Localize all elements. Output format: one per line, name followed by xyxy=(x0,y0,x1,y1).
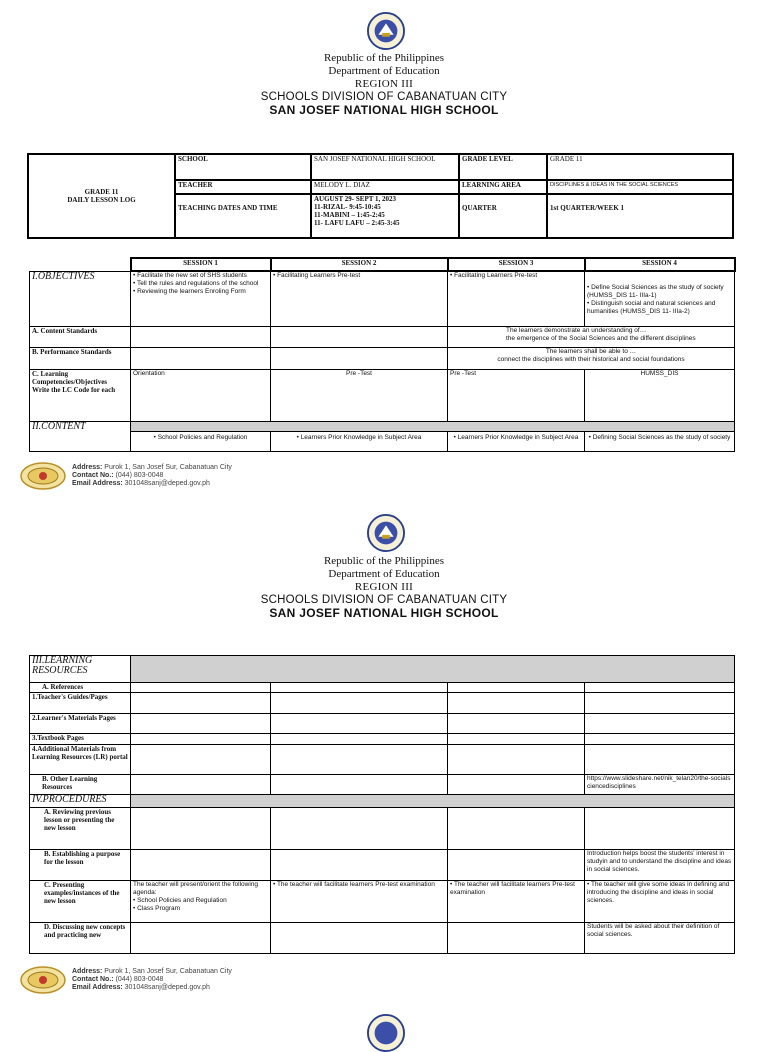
address-value: Purok 1, San Josef Sur, Cabanatuan City xyxy=(104,464,232,471)
school-seal-icon xyxy=(20,966,66,994)
school-line: SAN JOSEF NATIONAL HIGH SCHOOL xyxy=(269,103,499,117)
teacher-value: MELODY L. DIAZ xyxy=(311,180,459,194)
objectives-table xyxy=(29,257,736,452)
deped-seal-icon xyxy=(367,514,405,552)
department-line: Department of Education xyxy=(328,568,440,580)
school-line: SAN JOSEF NATIONAL HIGH SCHOOL xyxy=(269,606,499,620)
division-line: SCHOOLS DIVISION OF CABANATUAN CITY xyxy=(260,594,508,606)
session-1-header: SESSION 1 xyxy=(131,258,271,271)
procedures-label: IV.PROCEDURES xyxy=(30,795,131,808)
procedure-b-session-4: Introduction helps boost the students' interest in studyin and to understand the discipline and ideas in social sciences. xyxy=(585,850,735,881)
email-label: Email Address: xyxy=(72,480,123,487)
content-session-1: • School Policies and Regulation xyxy=(131,431,271,451)
republic-line: Republic of the Philippines xyxy=(323,555,445,567)
procedure-a-label: A. Reviewing previous lesson or presenting the new lesson xyxy=(30,808,131,850)
dll-title: GRADE 11 DAILY LESSON LOG xyxy=(28,154,175,238)
procedure-c-session-3: • The teacher will facilitate learners Pre-test examination xyxy=(448,881,585,923)
competencies-label: C. Learning Competencies/Objectives Write the LC Code for each xyxy=(30,369,131,421)
performance-standards-value: The learners shall be able to … connect the disciplines with their historical and social foundations xyxy=(448,347,735,369)
contact-value: (044) 803-0048 xyxy=(115,472,164,479)
session-4-header: SESSION 4 xyxy=(585,258,735,271)
deped-seal-icon xyxy=(367,1014,405,1052)
region-line: REGION III xyxy=(354,581,414,593)
competencies-session-3: Pre -Test xyxy=(448,369,585,421)
session-3-header: SESSION 3 xyxy=(448,258,585,271)
school-value: SAN JOSEF NATIONAL HIGH SCHOOL xyxy=(311,154,459,180)
teaching-dates-label: TEACHING DATES AND TIME xyxy=(175,194,311,238)
republic-line: Republic of the Philippines xyxy=(323,52,445,64)
references-label: A. References xyxy=(30,683,131,693)
deped-seal-icon xyxy=(367,12,405,50)
learners-materials-label: 2.Learner's Materials Pages xyxy=(30,714,131,734)
objectives-session-3: • Facilitating Learners Pre-test xyxy=(448,271,585,326)
competencies-session-2: Pre -Test xyxy=(271,369,448,421)
learning-resources-label: III.LEARNING RESOURCES xyxy=(30,656,131,683)
other-resources-session-4[interactable]: https://www.slideshare.net/nik_telan20/the-socialsciencedisciplines xyxy=(585,775,735,795)
procedure-c-session-4: • The teacher will give some ideas in defining and introducing the discipline and ideas in social sciences. xyxy=(585,881,735,923)
email-value: 301048sanj@deped.gov.ph xyxy=(124,480,210,487)
procedure-d-label: D. Discussing new concepts and practicing new xyxy=(30,923,131,954)
department-line: Department of Education xyxy=(328,65,440,77)
session-2-header: SESSION 2 xyxy=(271,258,448,271)
learning-area-label: LEARNING AREA xyxy=(459,180,547,194)
contact-value: (044) 803-0048 xyxy=(115,976,164,983)
objectives-session-4: • Define Social Sciences as the study of society (HUMSS_DIS 11- IIIa-1) • Distinguish social and natural sciences and humanities (HUMSS_DIS 11- IIIa-2) xyxy=(585,271,735,326)
other-resources-label: B. Other Learning Resources xyxy=(30,775,131,795)
footer-2 xyxy=(20,966,420,996)
address-value: Purok 1, San Josef Sur, Cabanatuan City xyxy=(104,968,232,975)
procedure-c-label: C. Presenting examples/instances of the new lesson xyxy=(30,881,131,923)
grade-level-value: GRADE 11 xyxy=(547,154,733,180)
procedure-c-session-1: The teacher will present/orient the following agenda: • School Policies and Regulation • Class Program xyxy=(131,881,271,923)
additional-materials-label: 4.Additional Materials from Learning Resources (LR) portal xyxy=(30,745,131,775)
objectives-session-2: • Facilitating Learners Pre-test xyxy=(271,271,448,326)
content-session-3: • Learners Prior Knowledge in Subject Area xyxy=(448,431,585,451)
content-standards-label: A. Content Standards xyxy=(30,326,131,347)
content-session-4: • Defining Social Sciences as the study of society xyxy=(585,431,735,451)
division-line: SCHOOLS DIVISION OF CABANATUAN CITY xyxy=(260,91,508,103)
content-session-2: • Learners Prior Knowledge in Subject Area xyxy=(271,431,448,451)
school-label: SCHOOL xyxy=(175,154,311,180)
region-line: REGION III xyxy=(354,78,414,90)
procedure-b-label: B. Establishing a purpose for the lesson xyxy=(30,850,131,881)
footer-1 xyxy=(20,462,420,492)
lesson-info-table xyxy=(27,153,734,239)
procedure-c-session-2: • The teacher will facilitate learners Pre-test examination xyxy=(271,881,448,923)
learning-area-value: DISCIPLINES & IDEAS IN THE SOCIAL SCIENCES xyxy=(547,180,733,194)
teachers-guide-label: 1.Teacher's Guides/Pages xyxy=(30,693,131,714)
content-label: II.CONTENT xyxy=(30,421,131,451)
competencies-session-1: Orientation xyxy=(131,369,271,421)
school-seal-icon xyxy=(20,462,66,490)
objectives-label: I.OBJECTIVES xyxy=(30,271,131,326)
teacher-label: TEACHER xyxy=(175,180,311,194)
procedure-d-session-4: Students will be asked about their definition of social sciences. xyxy=(585,923,735,954)
email-label: Email Address: xyxy=(72,984,123,991)
address-label: Address: xyxy=(72,968,103,975)
resources-procedures-table xyxy=(29,655,735,954)
textbook-pages-label: 3.Textbook Pages xyxy=(30,734,131,745)
email-value: 301048sanj@deped.gov.ph xyxy=(124,984,210,991)
objectives-session-1: • Facilitate the new set of SHS students • Tell the rules and regulations of the school • Reviewing the learners Enroling Form xyxy=(131,271,271,326)
quarter-value: 1st QUARTER/WEEK 1 xyxy=(547,194,733,238)
address-label: Address: xyxy=(72,464,103,471)
competencies-session-4: HUMSS_DIS xyxy=(585,369,735,421)
teaching-dates-value: AUGUST 29- SEPT 1, 2023 11-RIZAL- 9:45-10:45 11-MABINI – 1:45-2:45 11- LAFU LAFU – 2:45-3:45 xyxy=(311,194,459,238)
content-standards-value: The learners demonstrate an understanding of… the emergence of the Social Sciences and the different disciplines xyxy=(448,326,735,347)
performance-standards-label: B. Performance Standards xyxy=(30,347,131,369)
contact-label: Contact No.: xyxy=(72,976,114,983)
quarter-label: QUARTER xyxy=(459,194,547,238)
grade-level-label: GRADE LEVEL xyxy=(459,154,547,180)
contact-label: Contact No.: xyxy=(72,472,114,479)
